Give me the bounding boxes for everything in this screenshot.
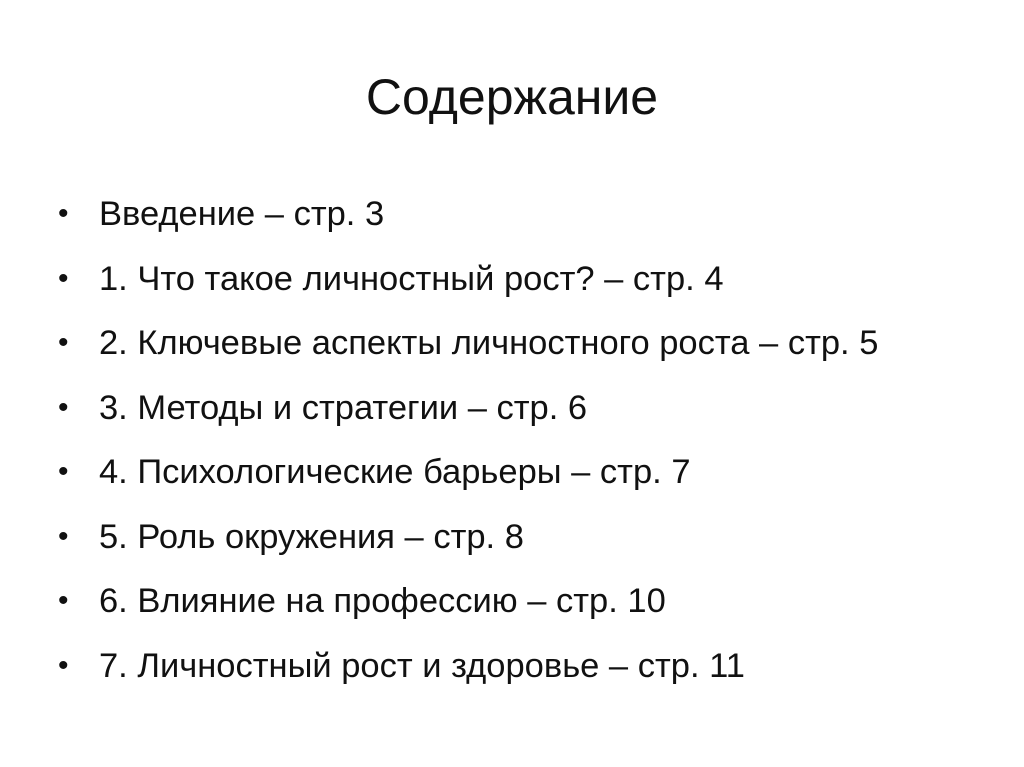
bullet-icon: • — [58, 390, 69, 424]
contents-list — [58, 192, 958, 708]
list-item-text: 4. Психологические барьеры – стр. 7 — [99, 453, 691, 491]
bullet-icon: • — [58, 326, 69, 359]
bullet-icon: • — [58, 261, 69, 295]
list-item — [58, 192, 958, 236]
bullet-icon: • — [58, 519, 69, 553]
bullet-icon: • — [58, 648, 69, 682]
bullet-icon: • — [58, 584, 69, 617]
bullet-icon: • — [58, 197, 69, 230]
list-item — [58, 579, 958, 623]
list-item — [58, 644, 958, 688]
list-item-text: 1. Что такое личностный рост? – стр. 4 — [99, 259, 724, 298]
slide-title: Содержание — [365, 69, 659, 125]
bullet-icon: • — [58, 455, 69, 488]
list-item — [58, 515, 958, 559]
list-item-text: 6. Влияние на профессию – стр. 10 — [99, 582, 666, 620]
list-item — [58, 257, 958, 301]
list-item — [58, 450, 958, 494]
list-item-text: 7. Личностный рост и здоровье – стр. 11 — [99, 646, 745, 685]
list-item-text: Введение – стр. 3 — [99, 195, 385, 233]
list-item-text: 3. Методы и стратегии – стр. 6 — [99, 388, 588, 427]
list-item-text: 5. Роль окружения – стр. 8 — [99, 517, 524, 556]
list-item — [58, 386, 958, 430]
list-item — [58, 321, 958, 365]
list-item-text: 2. Ключевые аспекты личностного роста – стр. 5 — [99, 324, 879, 362]
